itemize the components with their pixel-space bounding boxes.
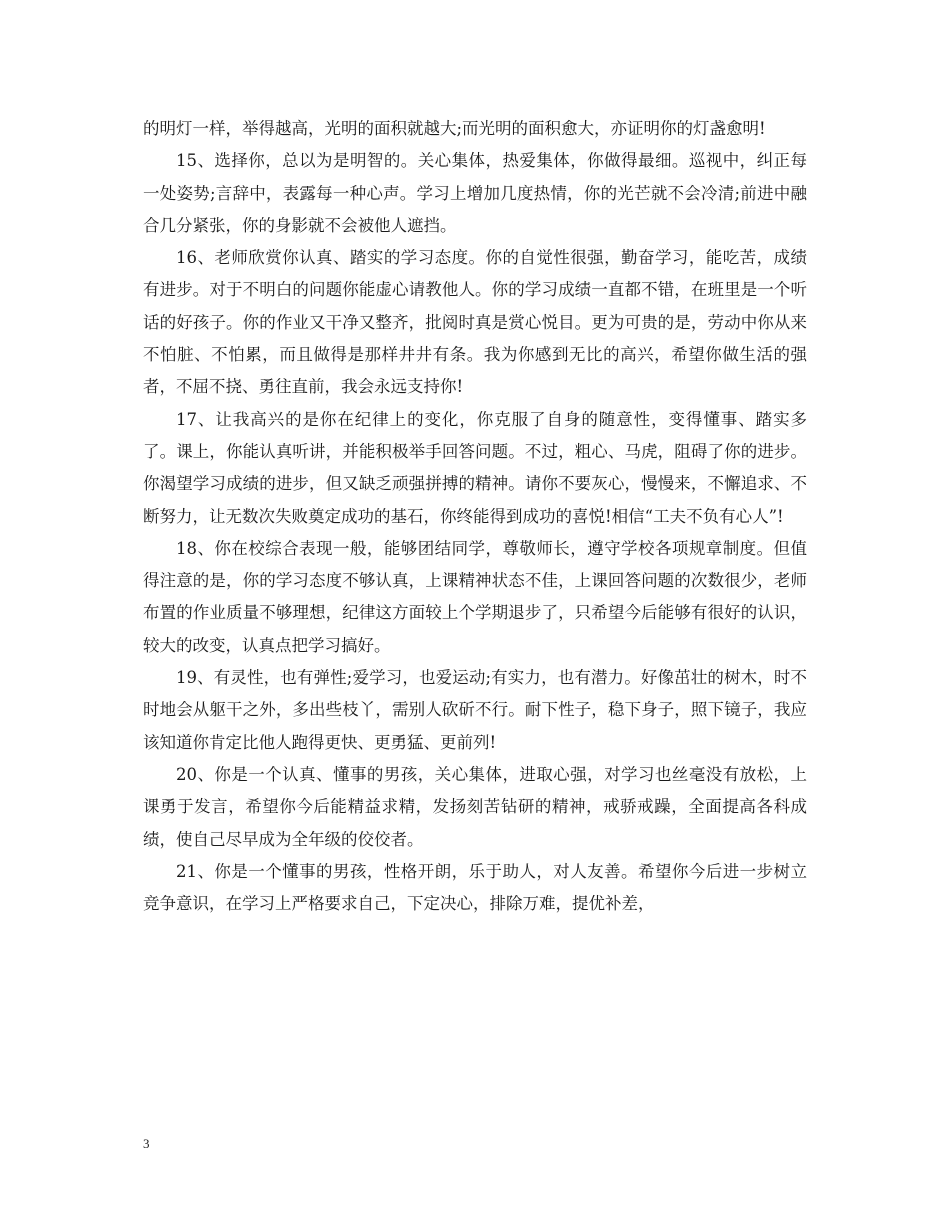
document-body <box>143 113 807 920</box>
paragraph-item-15: 15、选择你，总以为是明智的。关心集体，热爱集体，你做得最细。巡视中，纠正每一处姿势;言辞中，表露每一种心声。学习上增加几度热情，你的光芒就不会冷清;前进中融合几分紧张，你的身影就不会被他人遮挡。 <box>143 151 807 235</box>
paragraph-item-17: 17、让我高兴的是你在纪律上的变化，你克服了自身的随意性，变得懂事、踏实多了。课上，你能认真听讲，并能积极举手回答问题。不过，粗心、马虎，阻碍了你的进步。你渴望学习成绩的进步，但又缺乏顽强拼搏的精神。请你不要灰心，慢慢来，不懈追求、不断努力，让无数次失败奠定成功的基石，你终能得到成功的喜悦!相信“工夫不负有心人”! <box>143 409 807 526</box>
paragraph-item-18: 18、你在校综合表现一般，能够团结同学，尊敬师长，遵守学校各项规章制度。但值得注意的是，你的学习态度不够认真，上课精神状态不佳，上课回答问题的次数很少，老师布置的作业质量不够理想，纪律这方面较上个学期退步了，只希望今后能够有很好的认识，较大的改变，认真点把学习搞好。 <box>143 538 807 655</box>
paragraph-item-16: 16、老师欣赏你认真、踏实的学习态度。你的自觉性很强，勤奋学习，能吃苦，成绩有进步。对于不明白的问题你能虚心请教他人。你的学习成绩一直都不错，在班里是一个听话的好孩子。你的作业又干净又整齐，批阅时真是赏心悦目。更为可贵的是，劳动中你从来不怕脏、不怕累，而且做得是那样井井有条。我为你感到无比的高兴，希望你做生活的强者，不屈不挠、勇往直前，我会永远支持你! <box>143 248 807 397</box>
paragraph-continuation: 的明灯一样，举得越高，光明的面积就越大;而光明的面积愈大，亦证明你的灯盏愈明! <box>143 119 766 138</box>
paragraph-item-19: 19、有灵性，也有弹性;爱学习，也爱运动;有实力，也有潜力。好像茁壮的树木，时不时地会从躯干之外，多出些枝丫，需别人砍斫不行。耐下性子，稳下身子，照下镜子，我应该知道你肯定比他人跑得更快、更勇猛、更前列! <box>143 668 807 752</box>
paragraph-item-21: 21、你是一个懂事的男孩，性格开朗，乐于助人，对人友善。希望你今后进一步树立竞争意识，在学习上严格要求自己，下定决心，排除万难，提优补差， <box>143 861 807 914</box>
page-number: 3 <box>143 1136 150 1151</box>
paragraph-item-20: 20、你是一个认真、懂事的男孩，关心集体，进取心强，对学习也丝毫没有放松，上课勇于发言，希望你今后能精益求精，发扬刻苦钻研的精神，戒骄戒躁，全面提高各科成绩，使自己尽早成为全年级的佼佼者。 <box>143 764 807 849</box>
